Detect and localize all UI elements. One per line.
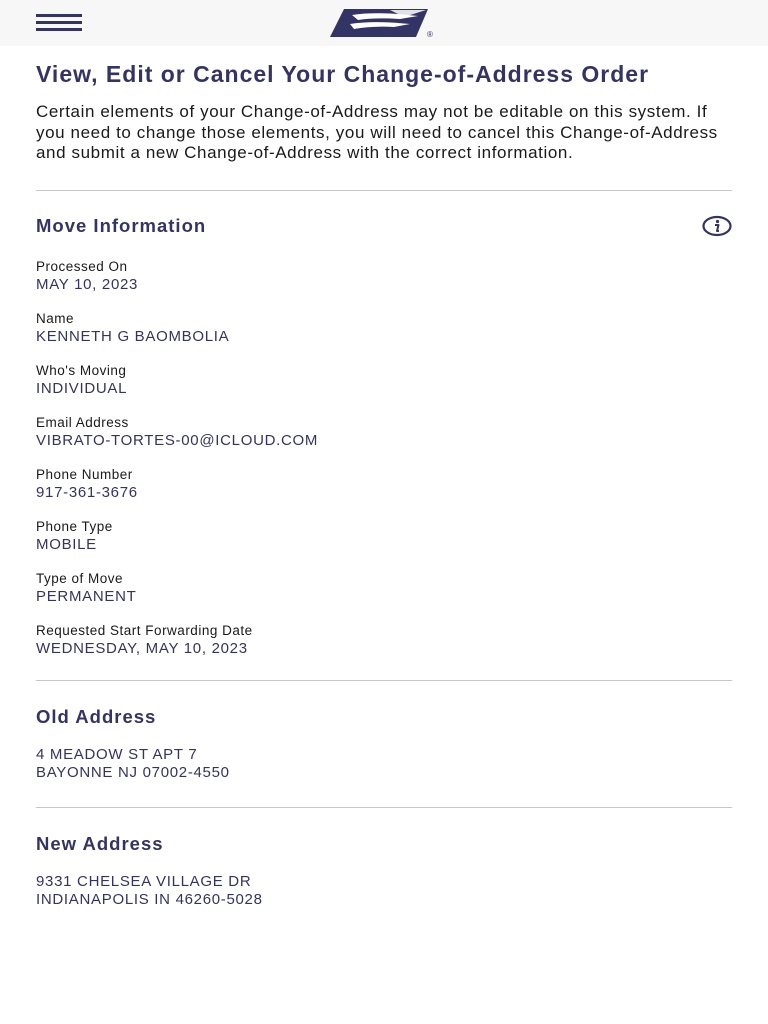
- field-value: PERMANENT: [36, 587, 137, 605]
- registered-mark: ®: [427, 30, 433, 39]
- usps-eagle-logo[interactable]: [330, 7, 440, 39]
- field-value: MOBILE: [36, 535, 97, 553]
- field-label: Type of Move: [36, 570, 124, 586]
- field-value: VIBRATO-TORTES-00@ICLOUD.COM: [36, 431, 319, 449]
- field-value: MAY 10, 2023: [36, 275, 139, 293]
- new-address-line2: INDIANAPOLIS IN 46260-5028: [36, 890, 263, 908]
- field-whos-moving: [36, 363, 732, 398]
- info-icon[interactable]: [702, 215, 732, 237]
- field-label: Phone Type: [36, 518, 113, 534]
- field-value: INDIVIDUAL: [36, 379, 128, 397]
- new-address-block: [36, 873, 732, 909]
- old-address-heading: Old Address: [36, 705, 157, 727]
- new-address-line1: 9331 CHELSEA VILLAGE DR: [36, 872, 252, 890]
- move-information-heading: Move Information: [36, 214, 207, 236]
- divider: [36, 807, 732, 808]
- field-label: Requested Start Forwarding Date: [36, 622, 253, 638]
- top-bar: [0, 0, 768, 46]
- field-label: Processed On: [36, 258, 128, 274]
- page-title: View, Edit or Cancel Your Change-of-Address Order: [36, 61, 650, 87]
- field-value: 917-361-3676: [36, 483, 138, 501]
- main-content: [36, 60, 732, 909]
- field-processed-on: [36, 259, 732, 294]
- field-name: [36, 311, 732, 346]
- field-label: Email Address: [36, 414, 129, 430]
- field-phone-type: [36, 519, 732, 554]
- field-value: WEDNESDAY, MAY 10, 2023: [36, 639, 248, 657]
- field-email-address: [36, 415, 732, 450]
- divider: [36, 680, 732, 681]
- field-phone-number: [36, 467, 732, 502]
- field-value: KENNETH G BAOMBOLIA: [36, 327, 230, 345]
- move-information-header: [36, 215, 732, 237]
- field-label: Name: [36, 310, 75, 326]
- divider: [36, 190, 732, 191]
- new-address-heading: New Address: [36, 832, 164, 854]
- old-address-block: [36, 746, 732, 782]
- field-requested-start-date: [36, 623, 732, 658]
- old-address-line1: 4 MEADOW ST APT 7: [36, 745, 198, 763]
- field-type-of-move: [36, 571, 732, 606]
- field-label: Who's Moving: [36, 362, 127, 378]
- move-fields: [36, 259, 732, 658]
- hamburger-menu-icon[interactable]: [36, 14, 82, 32]
- old-address-line2: BAYONNE NJ 07002-4550: [36, 763, 230, 781]
- intro-text: Certain elements of your Change-of-Address may not be editable on this system. If you need to change those elements, you will need to cancel this Change-of-Address and submit a new Change-of-Address with the correct information.: [36, 102, 718, 162]
- field-label: Phone Number: [36, 466, 133, 482]
